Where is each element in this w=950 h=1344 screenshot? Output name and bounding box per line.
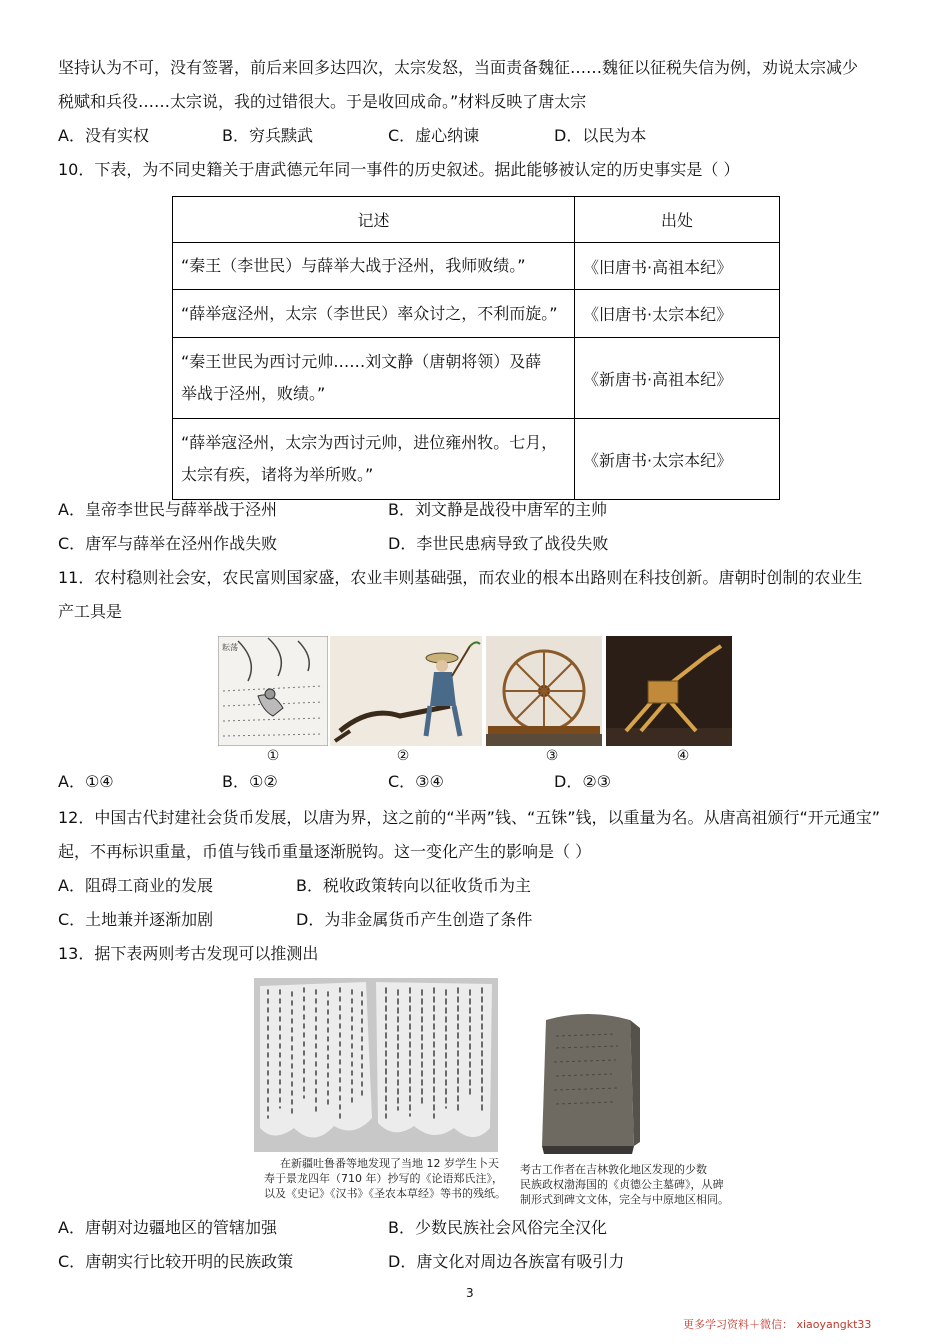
q12-option-a: A．阻碍工商业的发展 — [58, 876, 213, 895]
table-cell-source: 《新唐书·高祖本纪》 — [575, 338, 780, 419]
manuscript-fragment-image — [254, 978, 498, 1156]
q9-option-a: A．没有实权 — [58, 126, 149, 145]
table-cell-record — [173, 290, 575, 338]
figure-2-plough — [330, 636, 482, 746]
table-cell-record — [173, 419, 575, 500]
q13-option-c: C．唐朝实行比较开明的民族政策 — [58, 1252, 294, 1271]
figure-1-label: ① — [266, 748, 280, 764]
record-text: “秦王世民为西讨元帅……刘文静（唐朝将领）及薛 — [181, 352, 542, 371]
figure-4-seeder — [606, 636, 732, 746]
q10-option-c: C．唐军与薛举在泾州作战失败 — [58, 534, 278, 553]
table-header-row — [173, 197, 780, 243]
q13-option-b: B．少数民族社会风俗完全汉化 — [388, 1218, 607, 1237]
stele-image — [532, 1006, 644, 1162]
figure-2-label: ② — [396, 748, 410, 764]
caption-line: 考古工作者在吉林敦化地区发现的少数 — [520, 1163, 707, 1176]
q10-option-b: B．刘文静是战役中唐军的主帅 — [388, 500, 607, 519]
record-text: “秦王（李世民）与薛举大战于泾州，我师败绩。” — [181, 256, 526, 275]
q9-option-b: B．穷兵黩武 — [222, 126, 313, 145]
q12-option-b: B．税收政策转向以征收货币为主 — [296, 876, 531, 895]
q10-table — [172, 196, 780, 500]
q11-option-c: C．③④ — [388, 772, 444, 791]
figure-3-label: ③ — [545, 748, 559, 764]
q11-option-b: B．①② — [222, 772, 278, 791]
q10-stem: 10．下表，为不同史籍关于唐武德元年同一事件的历史叙述。据此能够被认定的历史事实是（ ） — [58, 160, 740, 179]
footer-watermark: 更多学习资料＋微信： xiaoyangkt33 — [683, 1318, 872, 1331]
q9-line-1: 坚持认为不可，没有签署，前后来回多达四次，太宗发怒，当面责备魏征……魏征以征税失信为例，劝说太宗减少 — [58, 58, 859, 77]
q11-option-d: D．②③ — [554, 772, 612, 791]
q13-option-d: D．唐文化对周边各族富有吸引力 — [388, 1252, 625, 1271]
table-header-source: 出处 — [575, 197, 780, 243]
caption-line: 寿于景龙四年（710 年）抄写的《论语郑氏注》， — [264, 1172, 503, 1185]
caption-line: 制形式到碑文文体，完全与中原地区相同。 — [520, 1193, 729, 1206]
q9-option-d: D．以民为本 — [554, 126, 647, 145]
table-cell-record — [173, 338, 575, 419]
table-header-record: 记述 — [173, 197, 575, 243]
q11-option-a: A．①④ — [58, 772, 114, 791]
q12-line-2: 起，不再标识重量，币值与钱币重量逐渐脱钩。这一变化产生的影响是（ ） — [58, 842, 592, 861]
q9-line-2: 税赋和兵役……太宗说，我的过错很大。于是收回成命。”材料反映了唐太宗 — [58, 92, 587, 111]
table-row — [173, 243, 780, 290]
figure-3-waterwheel — [486, 636, 602, 746]
figure-1-woodcut — [218, 636, 328, 746]
q13-option-a: A．唐朝对边疆地区的管辖加强 — [58, 1218, 277, 1237]
table-cell-record — [173, 243, 575, 290]
q9-option-c: C．虚心纳谏 — [388, 126, 480, 145]
table-cell-source: 《旧唐书·高祖本纪》 — [575, 243, 780, 290]
q12-line-1: 12．中国古代封建社会货币发展，以唐为界，这之前的“半两”钱、“五铢”钱，以重量为名。从唐高祖颁行“开元通宝” — [58, 808, 881, 827]
page-number: 3 — [466, 1286, 474, 1300]
q10-option-d: D．李世民患病导致了战役失败 — [388, 534, 609, 553]
q12-option-c: C．土地兼并逐渐加剧 — [58, 910, 214, 929]
record-text: 太宗有疾，诸将为举所败。” — [181, 465, 374, 484]
caption-line: 在新疆吐鲁番等地发现了当地 12 岁学生卜天 — [280, 1157, 499, 1170]
record-text: “薛举寇泾州，太宗（李世民）率众讨之，不利而旋。” — [181, 303, 558, 323]
caption-line: 以及《史记》《汉书》《圣农本草经》等书的残纸。 — [264, 1187, 506, 1200]
table-cell-source: 《旧唐书·太宗本纪》 — [575, 290, 780, 338]
manuscript-caption — [264, 1156, 506, 1201]
table-row — [173, 338, 780, 419]
fig1-corner-text: 耘荡 — [222, 643, 238, 652]
q11-line-2: 产工具是 — [58, 602, 123, 621]
caption-line: 民族政权渤海国的《贞德公主墓碑》，从碑 — [520, 1178, 724, 1191]
q13-stem: 13．据下表两则考古发现可以推测出 — [58, 944, 319, 963]
q10-option-a: A．皇帝李世民与薛举战于泾州 — [58, 500, 277, 519]
stele-caption — [520, 1162, 729, 1207]
q12-option-d: D．为非金属货币产生创造了条件 — [296, 910, 533, 929]
record-text: 举战于泾州，败绩。” — [181, 384, 326, 403]
figure-4-label: ④ — [676, 748, 690, 764]
table-row — [173, 290, 780, 338]
q11-line-1: 11．农村稳则社会安，农民富则国家盛，农业丰则基础强，而农业的根本出路则在科技创新。唐朝时创制的农业生 — [58, 568, 863, 587]
record-text: “薛举寇泾州，太宗为西讨元帅，进位雍州牧。七月， — [181, 433, 558, 452]
table-cell-source: 《新唐书·太宗本纪》 — [575, 419, 780, 500]
table-row — [173, 419, 780, 500]
